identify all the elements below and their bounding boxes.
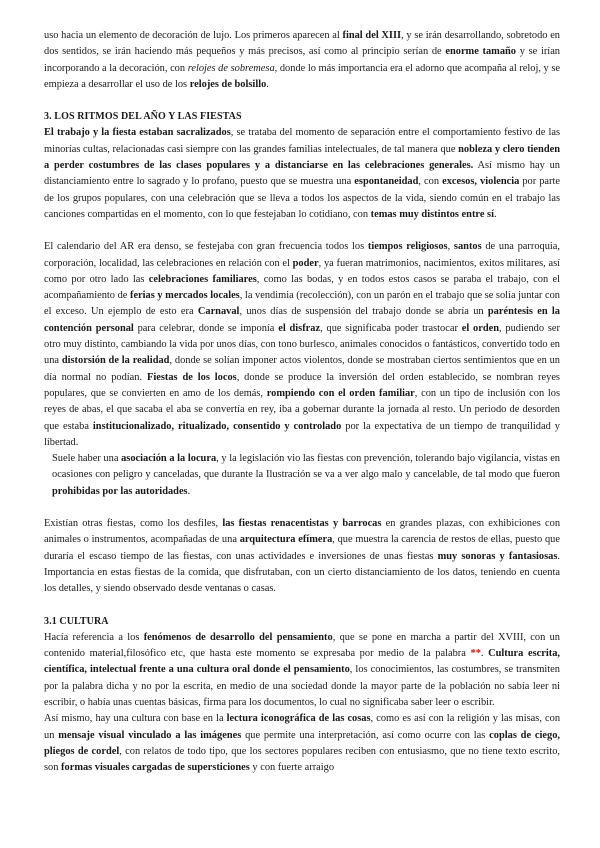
text-run: , con un tipo de inclusión con los reyes de abas, el que sacaba el aba se convertía en rey, iba a gobernar durante la jornada al resto. Un periodo de desorden que estaba	[44, 387, 561, 432]
otras-fiestas-paragraph	[44, 516, 560, 597]
section-heading-ritmos: 3. LOS RITMOS DEL AÑO Y LAS FIESTAS	[44, 111, 242, 123]
text-run: en grandes plazas, con exhibiciones con animales o instrumentos, acompañadas de una	[44, 518, 561, 546]
bold-text: relojes de bolsillo	[189, 78, 267, 90]
text-run: Existían otras fiestas, como los desfiles,	[44, 518, 223, 530]
text-run: .	[480, 648, 489, 660]
bold-text: excesos, violencia	[442, 176, 520, 188]
bold-text: final del XIII	[342, 30, 402, 41]
intro-paragraph	[44, 28, 560, 93]
text-run: , donde lo más importancia era el adorno que acompaña al reloj, y se empieza a desarrollar el uso de los	[44, 62, 561, 90]
calendario-paragraph	[44, 239, 560, 451]
text-run: Así mismo, hay una cultura con base en la	[44, 713, 227, 725]
text-run: uso hacia un elemento de decoración de lujo. Los primeros aparecen al	[44, 30, 343, 41]
bold-text: espontaneidad	[354, 176, 419, 188]
bold-text: muy sonoras y fantasiosas	[437, 550, 558, 562]
text-run: , pudiendo ser otro muy distinto, cambiando la vida por unos días, con tono burlesco, animales conocidos o fantásticos, convertido todo en una	[44, 322, 560, 367]
text-run: .	[187, 485, 191, 497]
bold-text: nobleza y clero tienden a perder costumbres de las clases populares y a distanciarse en las celebraciones generales.	[44, 143, 560, 172]
bold-text: arquitectura efímera	[239, 534, 333, 546]
text-run: y se irían incorporando a la decoración, con	[44, 46, 560, 74]
bold-text: El trabajo y la fiesta estaban sacralizados	[44, 127, 231, 139]
text-run: ,	[447, 241, 454, 253]
text-run: , se trataba del momento de separación entre el comportamiento festivo de las minorías cultas, relacionadas casi siempre con las grandes familias intelectuales, de tal manera que	[44, 127, 560, 155]
text-run: . Importancia en estas fiestas de la comida, que disfrutaban, con un cierto distanciamiento de los datos, teniendo en cuenta los detalles, y siendo observado desde ventanas o casas.	[44, 550, 560, 595]
text-run: , y se irán desarrollando, sobretodo en dos sentidos, se irán haciendo más pequeños y más precisos, así como al principio serían de	[44, 30, 560, 58]
bold-text: mensaje visual vinculado a las imágenes	[58, 729, 242, 741]
bold-text: formas visuales cargadas de supersticiones	[61, 762, 250, 774]
text-run: , donde se solían imponer actos violentos, donde se mostraban ciertos sentimientos que en un día normal no podían.	[44, 355, 560, 383]
bold-text: el disfraz	[278, 322, 321, 334]
text-run: por parte de los grupos populares, con una celebración que se lleva a todos los aspectos de la vida, siendo común en el trabajo las canciones compartidas en el momento, con lo que festejaban lo cotidiano, con	[44, 176, 560, 220]
bold-text: tiempos religiosos	[367, 241, 448, 253]
text-run: , los conocimientos, las costumbres, se transmiten por la palabra dicha y no por la escrita, en medio de una sociedad donde la mayor parte de la población no sabía leer ni escribir, o había unas cuentas básicas, firma para los documentos, lo cual no significaba saber leer o escribir.	[44, 664, 560, 708]
bold-text: asociación a la locura	[121, 453, 217, 465]
italic-text: relojes de sobremesa	[187, 62, 275, 74]
text-run: , donde se produce la inversión del orden establecido, se nombran reyes populares, que se convierten en amo de los demás,	[44, 371, 560, 399]
document-page	[44, 28, 560, 776]
text-run: , como las bodas, y en todos estos casos se paraba el trabajo, con el acompañamiento de	[44, 273, 561, 302]
text-run: , y la legislación vio las fiestas con prevención, tolerando bajo vigilancia, vistas en ocasiones con peligro y canceladas, que durante la Ilustración se va a ver algo malo y cancelable, de tal modo que fueron	[52, 453, 561, 481]
text-run: .	[266, 78, 269, 90]
bold-text: santos	[453, 241, 482, 253]
bold-text: celebraciones familiares	[148, 273, 257, 285]
text-run: , ya fueran matrimonios, nacimientos, exitos militares, así como por otro lado las	[44, 257, 560, 285]
text-run: , unos días de suspensión del trabajo donde se abría un	[239, 306, 488, 318]
bold-text: rompiendo con el orden familiar	[266, 387, 415, 399]
bold-text: distorsión de la realidad	[61, 355, 170, 367]
bold-text: prohibidas por las autoridades	[52, 485, 188, 497]
text-run: Hacía referencia a los	[44, 631, 144, 643]
bold-text: ferias y mercados locales	[129, 290, 240, 302]
text-run: , con relatos de todo tipo, que los sectores populares reciben con entusiasmo, que no tiene texto escrito, son	[44, 745, 560, 774]
ritmos-paragraph	[44, 125, 560, 223]
text-run: , con	[418, 176, 443, 188]
text-run: que permite una interpretación, así como ocurre con las	[241, 729, 490, 741]
text-run: , que significaba poder trastocar	[320, 322, 462, 334]
locura-paragraph	[44, 451, 560, 500]
text-run: El calendario del AR era denso, se festejaba con gran frecuencia todos los	[44, 241, 368, 253]
red-marker: **	[470, 648, 481, 660]
iconografica-paragraph	[44, 711, 560, 776]
bold-text: el orden	[461, 322, 499, 334]
text-run: Suele haber una	[52, 453, 122, 465]
bold-text: Carnaval	[197, 306, 240, 318]
bold-text: poder	[292, 257, 319, 269]
bold-text: enorme tamaño	[445, 46, 517, 58]
text-run: , que muestra la carencia de restos de ellas, puesto que duraría el escaso tiempo de las fiestas, con unas actividades e inversiones de unas fiestas	[44, 534, 560, 562]
text-run: , como es así con la religión y las misas, con un	[44, 713, 561, 741]
text-run: para celebrar, donde se imponía	[133, 322, 279, 334]
bold-text: Cultura escrita, científica, intelectual frente a una cultura oral donde el pensamiento	[44, 648, 560, 676]
text-run: , la vendimia (recolección), con un parón en el trabajo que se solía juntar con el exceso. Un ejemplo de esto era	[44, 290, 560, 318]
bold-text: coplas de ciego, pliegos de cordel	[44, 729, 560, 757]
cultura-paragraph	[44, 630, 560, 711]
bold-text: temas muy distintos entre sí	[370, 208, 494, 220]
text-run: por la expectativa de un tiempo de tranquilidad y libertad.	[44, 420, 560, 448]
text-run: , que se pone en marcha a partir del XVIII, con un contenido material,filosófico etc, que hasta este momento se expresaba por medio de la palabra	[44, 631, 560, 660]
bold-text: institucionalizado, ritualizado, consentido y controlado	[92, 420, 342, 432]
section-heading-cultura: 3.1 CULTURA	[44, 615, 109, 627]
bold-text: lectura iconográfica de las cosas	[226, 713, 371, 725]
text-run: de una parroquia, corporación, localidad, las celebraciones en relación con el	[44, 241, 561, 269]
bold-text: paréntesis en la contención personal	[44, 306, 560, 334]
bold-text: Fiestas de los locos	[146, 371, 237, 383]
bold-text: las fiestas renacentistas y barrocas	[222, 518, 382, 530]
text-run: y con fuerte arraigo	[249, 762, 335, 774]
text-run: Así mismo hay un distanciamiento entre lo sagrado y lo profano, puesto que se muestra una	[44, 160, 560, 188]
text-run: .	[493, 208, 497, 220]
bold-text: fenómenos de desarrollo del pensamiento	[143, 631, 333, 643]
